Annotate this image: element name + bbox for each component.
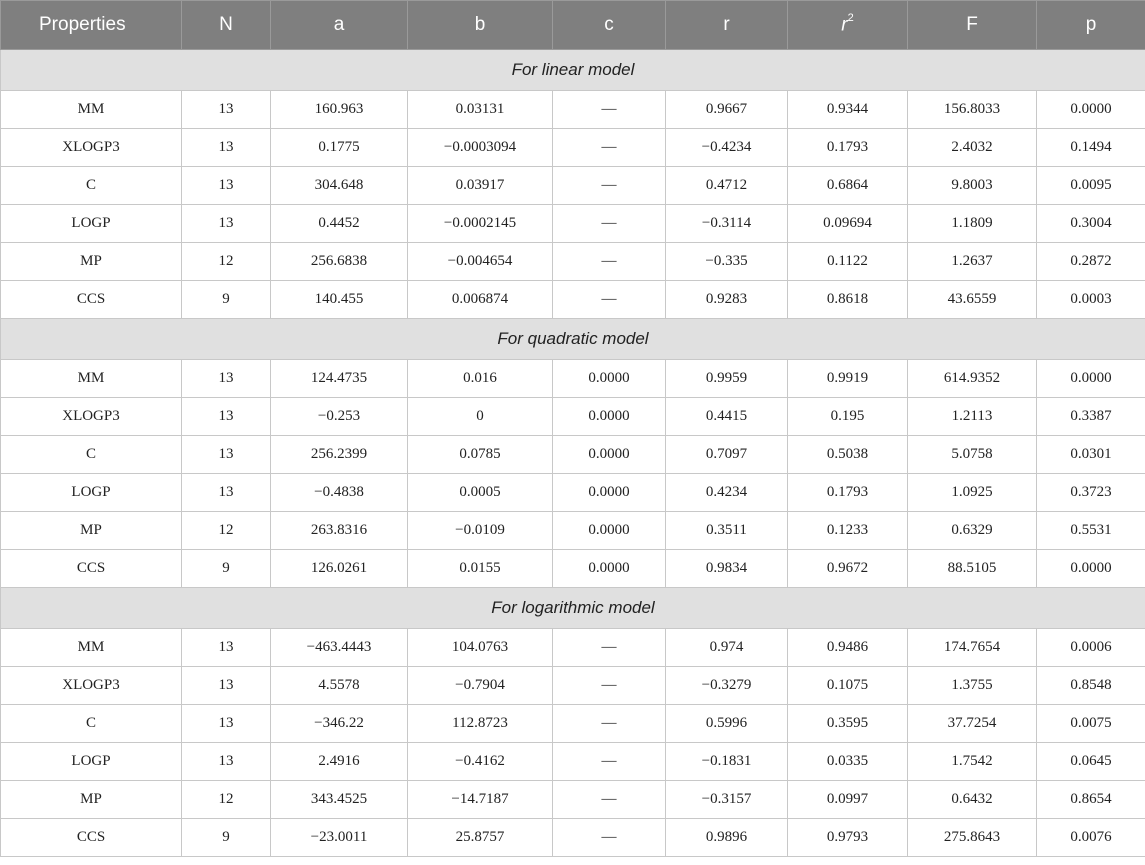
- cell-r-squared: 0.9919: [788, 360, 908, 398]
- header-b: b: [408, 1, 553, 50]
- cell-property: MM: [1, 360, 182, 398]
- cell-f: 1.2113: [908, 398, 1037, 436]
- cell-f: 5.0758: [908, 436, 1037, 474]
- table-row: [1, 819, 1145, 857]
- cell-r-squared: 0.1233: [788, 512, 908, 550]
- cell-property: CCS: [1, 281, 182, 319]
- cell-p: 0.3004: [1037, 205, 1145, 243]
- cell-property: LOGP: [1, 205, 182, 243]
- header-row: [1, 1, 1145, 50]
- cell-r: 0.9667: [666, 91, 788, 129]
- cell-n: 9: [182, 550, 271, 588]
- cell-n: 13: [182, 167, 271, 205]
- cell-c: —: [553, 743, 666, 781]
- cell-c: —: [553, 205, 666, 243]
- table-row: [1, 205, 1145, 243]
- header-r-squared-exponent: 2: [847, 11, 854, 24]
- cell-p: 0.3387: [1037, 398, 1145, 436]
- cell-n: 13: [182, 205, 271, 243]
- cell-p: 0.2872: [1037, 243, 1145, 281]
- table-body: [1, 50, 1145, 857]
- cell-a: 263.8316: [271, 512, 408, 550]
- cell-f: 174.7654: [908, 629, 1037, 667]
- cell-c: —: [553, 243, 666, 281]
- cell-a: 126.0261: [271, 550, 408, 588]
- cell-r: 0.9896: [666, 819, 788, 857]
- table-row: [1, 398, 1145, 436]
- cell-a: 4.5578: [271, 667, 408, 705]
- cell-property: MP: [1, 512, 182, 550]
- cell-b: 104.0763: [408, 629, 553, 667]
- cell-r: 0.7097: [666, 436, 788, 474]
- cell-f: 1.1809: [908, 205, 1037, 243]
- header-a: a: [271, 1, 408, 50]
- cell-p: 0.0095: [1037, 167, 1145, 205]
- cell-r-squared: 0.1793: [788, 129, 908, 167]
- cell-property: MP: [1, 243, 182, 281]
- cell-f: 37.7254: [908, 705, 1037, 743]
- cell-r-squared: 0.0335: [788, 743, 908, 781]
- cell-a: 256.6838: [271, 243, 408, 281]
- cell-b: −0.4162: [408, 743, 553, 781]
- section-header-row: [1, 50, 1145, 91]
- cell-b: −0.0109: [408, 512, 553, 550]
- cell-property: XLOGP3: [1, 667, 182, 705]
- cell-r-squared: 0.1793: [788, 474, 908, 512]
- cell-f: 614.9352: [908, 360, 1037, 398]
- cell-r-squared: 0.0997: [788, 781, 908, 819]
- table-row: [1, 360, 1145, 398]
- cell-n: 13: [182, 743, 271, 781]
- table-row: [1, 743, 1145, 781]
- cell-p: 0.8548: [1037, 667, 1145, 705]
- cell-n: 13: [182, 436, 271, 474]
- cell-b: −14.7187: [408, 781, 553, 819]
- cell-r-squared: 0.9486: [788, 629, 908, 667]
- cell-n: 12: [182, 243, 271, 281]
- cell-c: —: [553, 167, 666, 205]
- cell-r: −0.3157: [666, 781, 788, 819]
- section-title: For linear model: [1, 50, 1145, 91]
- cell-r: −0.1831: [666, 743, 788, 781]
- cell-r-squared: 0.1075: [788, 667, 908, 705]
- cell-a: 304.648: [271, 167, 408, 205]
- cell-b: 0.006874: [408, 281, 553, 319]
- header-n: N: [182, 1, 271, 50]
- table-row: [1, 667, 1145, 705]
- cell-b: −0.004654: [408, 243, 553, 281]
- cell-f: 1.7542: [908, 743, 1037, 781]
- cell-b: 0.016: [408, 360, 553, 398]
- table-row: [1, 436, 1145, 474]
- cell-r: −0.3114: [666, 205, 788, 243]
- cell-p: 0.0000: [1037, 550, 1145, 588]
- header-c: c: [553, 1, 666, 50]
- table-row: [1, 629, 1145, 667]
- cell-r: −0.3279: [666, 667, 788, 705]
- cell-c: —: [553, 705, 666, 743]
- section-title: For quadratic model: [1, 319, 1145, 360]
- cell-n: 13: [182, 91, 271, 129]
- cell-r-squared: 0.09694: [788, 205, 908, 243]
- cell-p: 0.0301: [1037, 436, 1145, 474]
- cell-property: MM: [1, 629, 182, 667]
- cell-f: 9.8003: [908, 167, 1037, 205]
- cell-property: C: [1, 436, 182, 474]
- cell-b: 0.03131: [408, 91, 553, 129]
- cell-a: −463.4443: [271, 629, 408, 667]
- cell-c: —: [553, 667, 666, 705]
- cell-n: 13: [182, 360, 271, 398]
- cell-r-squared: 0.6864: [788, 167, 908, 205]
- cell-r: −0.335: [666, 243, 788, 281]
- cell-p: 0.0075: [1037, 705, 1145, 743]
- cell-r-squared: 0.3595: [788, 705, 908, 743]
- table-row: [1, 705, 1145, 743]
- table-row: [1, 512, 1145, 550]
- cell-p: 0.0003: [1037, 281, 1145, 319]
- cell-n: 12: [182, 781, 271, 819]
- cell-p: 0.3723: [1037, 474, 1145, 512]
- table-row: [1, 474, 1145, 512]
- cell-r: −0.4234: [666, 129, 788, 167]
- cell-n: 9: [182, 281, 271, 319]
- cell-a: 0.4452: [271, 205, 408, 243]
- cell-property: C: [1, 167, 182, 205]
- cell-a: −23.0011: [271, 819, 408, 857]
- cell-a: −346.22: [271, 705, 408, 743]
- section-header-row: [1, 319, 1145, 360]
- cell-c: —: [553, 129, 666, 167]
- cell-b: −0.7904: [408, 667, 553, 705]
- cell-r: 0.974: [666, 629, 788, 667]
- cell-n: 9: [182, 819, 271, 857]
- cell-b: 0.0155: [408, 550, 553, 588]
- cell-p: 0.1494: [1037, 129, 1145, 167]
- cell-a: 0.1775: [271, 129, 408, 167]
- cell-c: —: [553, 281, 666, 319]
- cell-p: 0.0000: [1037, 91, 1145, 129]
- cell-f: 1.3755: [908, 667, 1037, 705]
- cell-p: 0.8654: [1037, 781, 1145, 819]
- header-f: F: [908, 1, 1037, 50]
- cell-property: XLOGP3: [1, 129, 182, 167]
- cell-n: 13: [182, 667, 271, 705]
- cell-f: 275.8643: [908, 819, 1037, 857]
- cell-r-squared: 0.1122: [788, 243, 908, 281]
- cell-b: −0.0003094: [408, 129, 553, 167]
- cell-property: LOGP: [1, 474, 182, 512]
- cell-a: −0.4838: [271, 474, 408, 512]
- table-row: [1, 243, 1145, 281]
- cell-r-squared: 0.9672: [788, 550, 908, 588]
- table-row: [1, 129, 1145, 167]
- table-row: [1, 550, 1145, 588]
- cell-b: 25.8757: [408, 819, 553, 857]
- cell-n: 13: [182, 474, 271, 512]
- cell-c: 0.0000: [553, 512, 666, 550]
- cell-n: 13: [182, 129, 271, 167]
- cell-c: 0.0000: [553, 550, 666, 588]
- cell-a: −0.253: [271, 398, 408, 436]
- cell-p: 0.5531: [1037, 512, 1145, 550]
- cell-property: MM: [1, 91, 182, 129]
- cell-c: —: [553, 91, 666, 129]
- cell-r: 0.4415: [666, 398, 788, 436]
- cell-p: 0.0076: [1037, 819, 1145, 857]
- cell-b: 0.03917: [408, 167, 553, 205]
- cell-c: 0.0000: [553, 398, 666, 436]
- cell-a: 256.2399: [271, 436, 408, 474]
- cell-property: LOGP: [1, 743, 182, 781]
- table-row: [1, 781, 1145, 819]
- cell-c: —: [553, 781, 666, 819]
- header-r-squared-base: r: [841, 14, 848, 36]
- cell-p: 0.0006: [1037, 629, 1145, 667]
- cell-b: −0.0002145: [408, 205, 553, 243]
- header-properties: Properties: [1, 1, 182, 50]
- cell-c: —: [553, 629, 666, 667]
- cell-property: MP: [1, 781, 182, 819]
- table-row: [1, 281, 1145, 319]
- cell-f: 156.8033: [908, 91, 1037, 129]
- cell-r: 0.4712: [666, 167, 788, 205]
- cell-a: 343.4525: [271, 781, 408, 819]
- section-title: For logarithmic model: [1, 588, 1145, 629]
- cell-a: 2.4916: [271, 743, 408, 781]
- section-header-row: [1, 588, 1145, 629]
- cell-r-squared: 0.8618: [788, 281, 908, 319]
- cell-property: CCS: [1, 550, 182, 588]
- cell-property: C: [1, 705, 182, 743]
- header-r-squared: [788, 1, 908, 50]
- cell-n: 13: [182, 705, 271, 743]
- cell-c: 0.0000: [553, 360, 666, 398]
- cell-b: 0.0785: [408, 436, 553, 474]
- cell-f: 43.6559: [908, 281, 1037, 319]
- cell-f: 0.6432: [908, 781, 1037, 819]
- cell-b: 0: [408, 398, 553, 436]
- cell-r: 0.3511: [666, 512, 788, 550]
- cell-n: 13: [182, 398, 271, 436]
- cell-a: 160.963: [271, 91, 408, 129]
- cell-f: 2.4032: [908, 129, 1037, 167]
- cell-n: 13: [182, 629, 271, 667]
- cell-c: 0.0000: [553, 474, 666, 512]
- table-row: [1, 167, 1145, 205]
- cell-f: 1.2637: [908, 243, 1037, 281]
- cell-r-squared: 0.5038: [788, 436, 908, 474]
- cell-n: 12: [182, 512, 271, 550]
- header-p: p: [1037, 1, 1145, 50]
- cell-f: 88.5105: [908, 550, 1037, 588]
- cell-c: —: [553, 819, 666, 857]
- cell-r: 0.9959: [666, 360, 788, 398]
- cell-r: 0.4234: [666, 474, 788, 512]
- header-r: r: [666, 1, 788, 50]
- cell-r-squared: 0.195: [788, 398, 908, 436]
- cell-r: 0.9834: [666, 550, 788, 588]
- cell-r: 0.9283: [666, 281, 788, 319]
- cell-r: 0.5996: [666, 705, 788, 743]
- cell-r-squared: 0.9344: [788, 91, 908, 129]
- cell-property: CCS: [1, 819, 182, 857]
- cell-c: 0.0000: [553, 436, 666, 474]
- cell-f: 0.6329: [908, 512, 1037, 550]
- cell-property: XLOGP3: [1, 398, 182, 436]
- cell-r-squared: 0.9793: [788, 819, 908, 857]
- cell-a: 140.455: [271, 281, 408, 319]
- cell-f: 1.0925: [908, 474, 1037, 512]
- cell-b: 112.8723: [408, 705, 553, 743]
- cell-b: 0.0005: [408, 474, 553, 512]
- cell-p: 0.0000: [1037, 360, 1145, 398]
- cell-p: 0.0645: [1037, 743, 1145, 781]
- table-row: [1, 91, 1145, 129]
- cell-a: 124.4735: [271, 360, 408, 398]
